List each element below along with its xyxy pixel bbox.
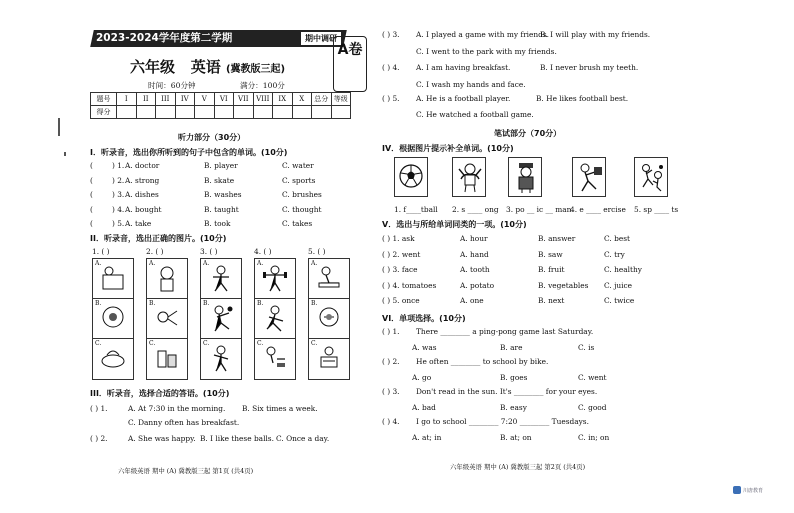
activity-picture-svg [101,265,125,293]
page-title [130,56,285,77]
s6-item-stem: Don't read in the sun. It's ________ for your eyes. [416,387,598,396]
score-table [90,92,351,119]
activity-picture-svg [101,305,125,333]
writing-title: 笔试部分（70分） [494,129,562,138]
s6-item-number: ( ) 2. [382,357,400,366]
score-header-cell: 等级 [331,93,351,106]
activity-picture-svg [155,305,179,333]
subject-label: 英语 [190,58,221,76]
s2-question-number: 4. ( ) [254,247,272,256]
s5-option-c: C. best [604,234,630,243]
activity-picture-svg [155,345,179,373]
s5-option-b: B. answer [538,234,576,243]
s4-fill-word: 1. f____tball [394,205,438,214]
score-header-cell: III [156,93,176,106]
answer-paren: ( [90,161,93,170]
score-header-cell: 题号 [91,93,117,106]
s6-option-c: C. in; on [578,433,610,442]
s5-item-stem: ( ) 5. once [382,296,420,305]
time-limit: 时间：60分钟 [148,81,196,90]
s1-item-number: ) 5. [112,219,125,228]
score-header-cell: VII [234,93,254,106]
s3-q3-option-c: C. I went to the park with my friends. [416,47,557,56]
s1-option-c: C. sports [282,175,316,185]
s6-option-c: C. went [578,373,607,382]
score-header-cell: IV [175,93,195,106]
score-row-label: 得分 [91,106,117,119]
activity-picture-svg [209,345,233,373]
score-header-cell: X [292,93,312,106]
s6-option-b: B. easy [500,403,527,412]
s2-option-letter: C. [95,340,102,347]
s5-item-stem: ( ) 4. tomatoes [382,280,437,290]
section-1-title: I．听录音，选出你所听到的句子中包含的单词。(10分) [90,148,288,157]
score-header-cell: II [136,93,156,106]
s3-q1-option-c: C. Danny often has breakfast. [128,418,240,427]
s3-q4-number: ( ) 4. [382,63,400,72]
s1-item-number: ) 3. [112,190,125,199]
score-blank-cell [214,106,234,119]
binding-mark [64,152,66,156]
s6-option-a: A. bad [412,403,436,412]
s2-option-letter: C. [311,340,318,347]
s2-picture-option [93,299,133,339]
score-table-header [91,93,351,106]
activity-picture-svg [263,345,287,373]
s2-picture-column [200,258,242,380]
s3-q4-option-b: B. I never brush my teeth. [540,63,639,72]
s2-question-number: 2. ( ) [146,247,164,256]
s6-option-c: C. good [578,403,607,412]
s2-option-letter: B. [311,300,318,307]
left-page [0,0,388,513]
score-blank-cell [273,106,293,119]
s2-picture-option [309,339,349,379]
grade-label: 六年级 [130,58,176,76]
s2-picture-option [147,339,187,379]
s2-picture-column [254,258,296,380]
score-header-cell: 总分 [312,93,332,106]
s6-option-b: B. goes [500,373,528,382]
s4-fill-word: 4. e ____ ercise [570,205,626,214]
s2-question-number: 5. ( ) [308,247,326,256]
s5-item-stem: ( ) 3. face [382,265,418,274]
score-blank-cell [117,106,137,119]
s2-picture-option [201,299,241,339]
s4-fill-word: 2. s ____ ong [452,205,499,214]
s3-q2-option-c: C. Once a day. [276,434,330,443]
s1-option-c: C. brushes [282,190,322,199]
picture-exercise [572,157,606,197]
s2-option-letter: A. [149,260,156,267]
s1-option-b: B. taught [204,204,239,214]
picture-strong-man [452,157,486,197]
left-footer: 六年级英语 期中 (A) 冀教版三起 第1页 (共4页) [118,467,254,475]
s3-q1-number: ( ) 1. [90,404,108,413]
s3-q5-option-a: A. He is a football player. [416,94,511,103]
right-footer: 六年级英语 期中 (A) 冀教版三起 第2页 (共4页) [450,463,586,471]
s4-fill-word: 5. sp ____ ts [634,205,679,214]
score-blank-cell [136,106,156,119]
s2-picture-option [147,259,187,299]
s5-item-stem: ( ) 2. went [382,249,421,259]
answer-paren: ( [90,204,93,214]
activity-picture-svg [101,345,125,373]
paper-version-seal: A卷 [333,36,367,92]
picture-sports [634,157,668,197]
s5-option-c: C. try [604,249,625,259]
s6-item-stem: He often ________ to school by bike. [416,357,549,366]
s5-option-a: A. hour [460,234,488,243]
s3-q4-option-a: A. I am having breakfast. [416,63,511,72]
s2-option-letter: B. [203,300,210,307]
s3-q3-number: ( ) 3. [382,30,400,39]
section-3-title: III．听录音，选择合适的答语。(10分) [90,389,230,398]
s1-option-a: A. dishes [125,190,159,199]
score-blank-cell [331,106,351,119]
s1-option-c: C. water [282,161,314,170]
s2-option-letter: B. [257,300,264,307]
binding-mark [58,118,60,136]
s6-item-number: ( ) 1. [382,327,400,336]
s1-option-a: A. strong [125,175,160,185]
activity-picture-svg [209,305,233,333]
s6-item-number: ( ) 4. [382,417,400,426]
s2-picture-option [255,339,295,379]
s1-option-c: C. thought [282,204,322,214]
score-header-cell: I [117,93,137,106]
activity-picture-svg [317,265,341,293]
listening-title: 听力部分（30分） [178,133,246,142]
s5-option-b: B. vegetables [538,280,589,290]
s3-q3-option-a: A. I played a game with my friends. [416,30,549,39]
s2-picture-option [309,299,349,339]
s5-option-c: C. healthy [604,265,642,274]
s1-option-a: A. doctor [125,161,160,170]
s2-picture-option [309,259,349,299]
activity-picture-svg [263,305,287,333]
s3-q5-option-b: B. He likes football best. [536,94,629,103]
s2-picture-column [92,258,134,380]
s2-option-letter: A. [95,260,102,267]
score-blank-cell [234,106,254,119]
s2-picture-option [93,259,133,299]
s2-picture-option [201,339,241,379]
s2-option-letter: A. [203,260,210,267]
right-page [372,0,794,513]
s1-option-c: C. takes [282,219,313,228]
score-header-cell: IX [273,93,293,106]
s2-question-number: 3. ( ) [200,247,218,256]
s1-item-number: ) 4. [112,204,125,214]
s2-picture-option [255,259,295,299]
s2-option-letter: A. [311,260,318,267]
s5-option-c: C. juice [604,280,633,290]
score-blank-cell [156,106,176,119]
score-header-cell: VIII [253,93,273,106]
s3-q2-option-b: B. I like these balls. [200,434,274,443]
s2-picture-column [308,258,350,380]
picture-policeman [508,157,542,197]
s1-option-b: B. player [204,161,238,170]
s6-option-c: C. is [578,343,595,352]
s5-option-c: C. twice [604,296,635,305]
s4-fill-word: 3. po __ ic __ man [506,205,572,214]
activity-picture-svg [155,265,179,293]
s1-option-b: B. took [204,219,231,228]
s2-picture-option [147,299,187,339]
s6-option-b: B. are [500,343,523,352]
section-5-title: V．选出与所给单词同类的一项。(10分) [382,220,527,229]
activity-picture-svg [317,305,341,333]
s3-q3-option-b: B. I will play with my friends. [540,30,651,39]
answer-paren: ( [90,219,93,228]
s2-option-letter: C. [203,340,210,347]
s3-q5-option-c: C. He watched a football game. [416,110,534,119]
s6-item-number: ( ) 3. [382,387,400,396]
s1-option-a: A. bought [125,204,162,214]
s3-q1-option-b: B. Six times a week. [242,404,318,413]
watermark: 川唐教育 [743,488,764,494]
s2-option-letter: C. [257,340,264,347]
section-2-title: II．听录音，选出正确的图片。(10分) [90,234,227,243]
score-blank-cell [195,106,215,119]
s5-item-stem: ( ) 1. ask [382,234,415,243]
s5-option-a: A. tooth [460,265,490,274]
score-header-cell: VI [214,93,234,106]
score-blank-cell [312,106,332,119]
exam-type-tag: 期中调研 [301,32,341,45]
edition-label: (冀教版三起) [225,64,286,75]
s3-q2-number: ( ) 2. [90,434,108,443]
s1-option-a: A. take [125,219,152,228]
s6-option-a: A. was [412,343,437,352]
s5-option-a: A. one [460,296,484,305]
score-table-row [91,106,351,119]
s6-option-a: A. go [412,373,432,382]
s6-item-stem: There ________ a ping-pong game last Saturday. [416,327,594,336]
s6-option-b: B. at; on [500,433,532,442]
activity-picture-svg [209,265,233,293]
s1-option-b: B. washes [204,190,242,199]
s2-question-number: 1. ( ) [92,247,110,256]
s1-item-number: ) 2. [112,175,125,185]
s1-item-number: ) 1. [112,161,125,170]
s5-option-b: B. fruit [538,265,565,274]
s5-option-a: A. hand [460,249,489,259]
s2-picture-option [255,299,295,339]
s3-q2-option-a: A. She was happy. [128,434,196,443]
section-6-title: VI．单项选择。(10分) [382,314,466,323]
s3-q1-option-a: A. At 7:30 in the morning. [128,404,226,413]
score-header-cell: V [195,93,215,106]
s2-option-letter: C. [149,340,156,347]
term-banner [90,30,347,47]
answer-paren: ( [90,190,93,199]
term-banner-text: 2023-2024学年度第二学期 [96,32,233,44]
s5-option-b: B. next [538,296,565,305]
s2-option-letter: B. [95,300,102,307]
watermark-logo-icon [733,486,741,494]
score-blank-cell [292,106,312,119]
s3-q4-option-c: C. I wash my hands and face. [416,80,526,89]
score-blank-cell [253,106,273,119]
full-score: 满分：100分 [240,81,285,90]
s2-option-letter: A. [257,260,264,267]
activity-picture-svg [317,345,341,373]
s5-option-b: B. saw [538,249,563,259]
s2-picture-column [146,258,188,380]
s1-option-b: B. skate [204,175,235,185]
s5-option-a: A. potato [460,280,495,290]
s2-picture-option [93,339,133,379]
score-blank-cell [175,106,195,119]
s2-picture-option [201,259,241,299]
answer-paren: ( [90,175,93,185]
s6-option-a: A. at; in [412,433,442,442]
activity-picture-svg [263,265,287,293]
section-4-title: IV．根据图片提示补全单词。(10分) [382,144,514,153]
s2-option-letter: B. [149,300,156,307]
s3-q5-number: ( ) 5. [382,94,400,103]
s6-item-stem: I go to school ________ 7:20 ________ Tuesdays. [416,417,589,426]
picture-football [394,157,428,197]
